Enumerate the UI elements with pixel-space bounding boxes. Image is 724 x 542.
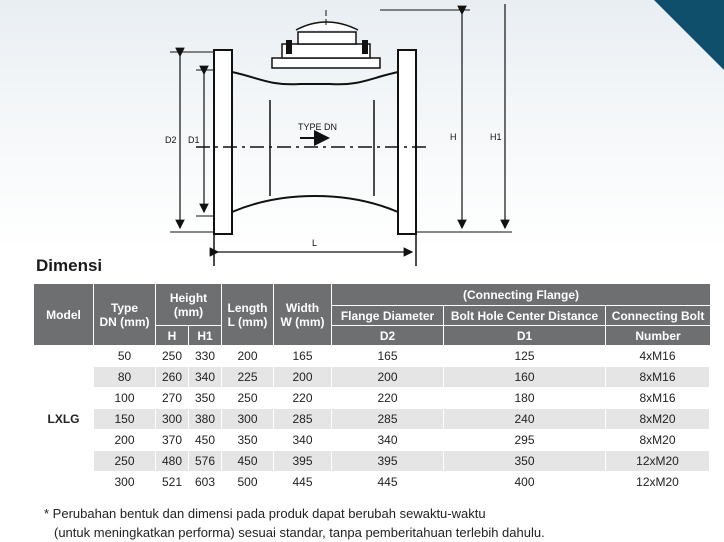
cell-l: 225 <box>222 367 274 388</box>
header-model: Model <box>34 284 94 346</box>
cell-d1: 400 <box>444 472 606 493</box>
cell-dn: 150 <box>94 409 156 430</box>
note-line-2: (untuk meningkatkan performa) sesuai standar, tanpa pemberitahuan terlebih dahulu. <box>54 525 545 540</box>
cell-w: 200 <box>274 367 332 388</box>
cell-l: 200 <box>222 346 274 367</box>
meter-dimension-diagram <box>0 0 724 270</box>
cell-h1: 350 <box>189 388 222 409</box>
cell-w: 285 <box>274 409 332 430</box>
header-connecting-flange: (Connecting Flange) <box>332 284 710 306</box>
header-flange-diameter-sub: D2 <box>332 326 444 346</box>
cell-h1: 330 <box>189 346 222 367</box>
cell-dn: 50 <box>94 346 156 367</box>
right-flange <box>398 50 416 234</box>
header-h: H <box>156 326 189 346</box>
model-cell: LXLG <box>34 346 94 493</box>
cell-d1: 160 <box>444 367 606 388</box>
cell-l: 350 <box>222 430 274 451</box>
cell-dn: 80 <box>94 367 156 388</box>
table-row <box>34 346 710 367</box>
cell-l: 250 <box>222 388 274 409</box>
cell-d2: 220 <box>332 388 444 409</box>
cell-bolt: 8xM20 <box>606 409 710 430</box>
cell-h1: 603 <box>189 472 222 493</box>
cell-d2: 395 <box>332 451 444 472</box>
cell-d2: 165 <box>332 346 444 367</box>
cell-h: 270 <box>156 388 189 409</box>
cell-bolt: 8xM16 <box>606 388 710 409</box>
left-flange <box>214 50 232 234</box>
header-bolt-hole-sub: D1 <box>444 326 606 346</box>
cell-h1: 340 <box>189 367 222 388</box>
note-line-1: * Perubahan bentuk dan dimensi pada produk dapat berubah sewaktu-waktu <box>44 506 486 521</box>
register-cap <box>298 32 356 44</box>
body-top-outline <box>232 72 398 84</box>
cell-bolt: 8xM16 <box>606 367 710 388</box>
header-connecting-bolt: Connecting Bolt <box>606 306 710 326</box>
cell-dn: 200 <box>94 430 156 451</box>
table-row <box>34 409 710 430</box>
header-flange-diameter: Flange Diameter <box>332 306 444 326</box>
d2-label: D2 <box>165 135 177 145</box>
cell-bolt: 4xM16 <box>606 346 710 367</box>
cell-w: 220 <box>274 388 332 409</box>
d1-label: D1 <box>188 135 200 145</box>
cell-h: 250 <box>156 346 189 367</box>
cell-dn: 250 <box>94 451 156 472</box>
cell-bolt: 8xM20 <box>606 430 710 451</box>
l-label: L <box>312 238 318 248</box>
header-height: Height (mm) <box>156 284 222 326</box>
table-row <box>34 367 710 388</box>
cell-dn: 100 <box>94 388 156 409</box>
cell-bolt: 12xM20 <box>606 472 710 493</box>
cell-h1: 576 <box>189 451 222 472</box>
cell-h: 300 <box>156 409 189 430</box>
cell-h1: 450 <box>189 430 222 451</box>
cell-h: 521 <box>156 472 189 493</box>
header-bolt-hole: Bolt Hole Center Distance <box>444 306 606 326</box>
table-row <box>34 472 710 493</box>
cell-d2: 200 <box>332 367 444 388</box>
cell-d1: 295 <box>444 430 606 451</box>
cell-w: 395 <box>274 451 332 472</box>
cell-w: 340 <box>274 430 332 451</box>
table-row <box>34 451 710 472</box>
cell-h: 370 <box>156 430 189 451</box>
cell-dn: 300 <box>94 472 156 493</box>
cell-d2: 285 <box>332 409 444 430</box>
cell-d1: 180 <box>444 388 606 409</box>
type-dn-label: TYPE DN <box>298 122 338 132</box>
register-base <box>272 58 380 68</box>
cell-d2: 340 <box>332 430 444 451</box>
cell-h: 480 <box>156 451 189 472</box>
cell-l: 450 <box>222 451 274 472</box>
h1-label: H1 <box>490 132 502 142</box>
section-title: Dimensi <box>36 256 103 275</box>
header-type: Type DN (mm) <box>94 284 156 346</box>
table-row <box>34 430 710 451</box>
header-h1: H1 <box>189 326 222 346</box>
h-label: H <box>450 132 457 142</box>
cell-bolt: 12xM20 <box>606 451 710 472</box>
disclaimer-note <box>44 504 545 542</box>
cell-d2: 445 <box>332 472 444 493</box>
cell-h: 260 <box>156 367 189 388</box>
cell-l: 300 <box>222 409 274 430</box>
cell-w: 165 <box>274 346 332 367</box>
cell-d1: 240 <box>444 409 606 430</box>
header-connecting-bolt-sub: Number <box>606 326 710 346</box>
cell-w: 445 <box>274 472 332 493</box>
cell-h1: 380 <box>189 409 222 430</box>
dimension-table <box>34 284 710 493</box>
cell-l: 500 <box>222 472 274 493</box>
cell-d1: 125 <box>444 346 606 367</box>
header-length: Length L (mm) <box>222 284 274 346</box>
table-row <box>34 388 710 409</box>
header-width: Width W (mm) <box>274 284 332 346</box>
cell-d1: 350 <box>444 451 606 472</box>
body-bottom-outline <box>232 196 398 212</box>
